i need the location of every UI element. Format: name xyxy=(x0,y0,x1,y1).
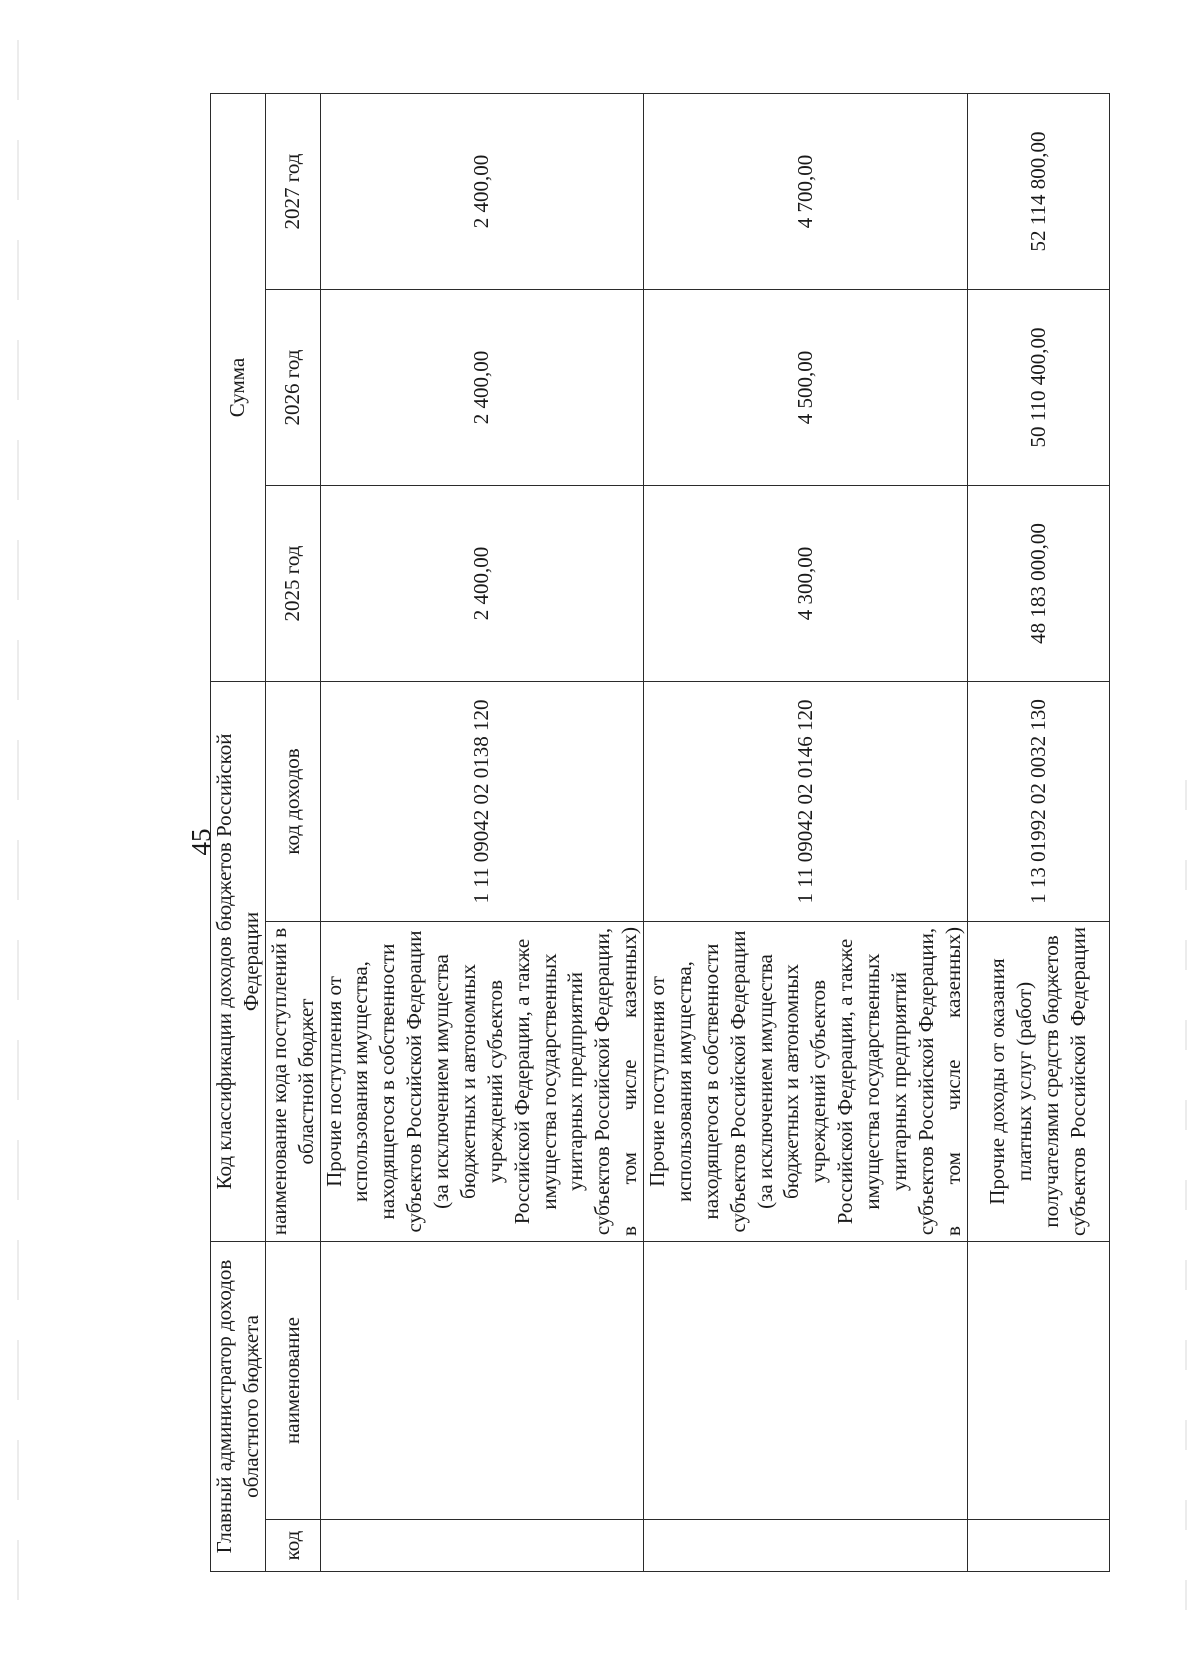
header-year-2027: 2027 год xyxy=(265,93,320,289)
income-code-cell: 1 11 09042 02 0146 120 xyxy=(644,681,968,921)
sum-2027-cell: 52 114 800,00 xyxy=(967,93,1109,289)
header-admin-group: Главный администратор доходов областного бюджета xyxy=(211,1242,266,1572)
table-row xyxy=(967,93,1109,1571)
admin-name-cell xyxy=(644,1242,968,1520)
budget-table xyxy=(210,93,1110,1572)
admin-code-cell xyxy=(967,1520,1109,1572)
income-name-cell: Прочие доходы от оказания платных услуг (работ) получателями средств бюджетов субъектов Российской Федерации xyxy=(967,922,1109,1242)
header-classification-group: Код классификации доходов бюджетов Российской Федерации xyxy=(211,681,266,1241)
income-code-cell: 1 13 01992 02 0032 130 xyxy=(967,681,1109,921)
income-name-cell: Прочие поступления от использования имущества, находящегося в собственности субъектов Российской Федерации (за исключением имущества бюджетных и автономных учреждений субъектов Российской Федерации, а также имущества государственных унитарных предприятий субъектов Российской Федерации, в том числе казенных) xyxy=(644,922,968,1242)
header-year-2026: 2026 год xyxy=(265,289,320,485)
header-sum-group: Сумма xyxy=(211,93,266,681)
sum-2026-cell: 50 110 400,00 xyxy=(967,289,1109,485)
header-name: наименование xyxy=(265,1242,320,1520)
income-code-cell: 1 11 09042 02 0138 120 xyxy=(320,681,644,921)
sum-2025-cell: 4 300,00 xyxy=(644,485,968,681)
admin-name-cell xyxy=(320,1242,644,1520)
table-row xyxy=(320,93,644,1571)
header-income-code: код доходов xyxy=(265,681,320,921)
income-name-cell: Прочие поступления от использования имущества, находящегося в собственности субъектов Российской Федерации (за исключением имущества бюджетных и автономных учреждений субъектов Российской Федерации, а также имущества государственных унитарных предприятий субъектов Российской Федерации, в том числе казенных) xyxy=(320,922,644,1242)
sum-2025-cell: 48 183 000,00 xyxy=(967,485,1109,681)
admin-code-cell xyxy=(320,1520,644,1572)
budget-table-rotated xyxy=(210,94,1090,1572)
header-year-2025: 2025 год xyxy=(265,485,320,681)
table-row xyxy=(644,93,968,1571)
page-number: 45 xyxy=(186,828,216,856)
sum-2026-cell: 4 500,00 xyxy=(644,289,968,485)
sum-2026-cell: 2 400,00 xyxy=(320,289,644,485)
sum-2025-cell: 2 400,00 xyxy=(320,485,644,681)
sum-2027-cell: 4 700,00 xyxy=(644,93,968,289)
sum-2027-cell: 2 400,00 xyxy=(320,93,644,289)
admin-name-cell xyxy=(967,1242,1109,1520)
admin-code-cell xyxy=(644,1520,968,1572)
header-income-name: наименование кода поступлений в областной бюджет xyxy=(265,922,320,1242)
header-code: код xyxy=(265,1520,320,1572)
